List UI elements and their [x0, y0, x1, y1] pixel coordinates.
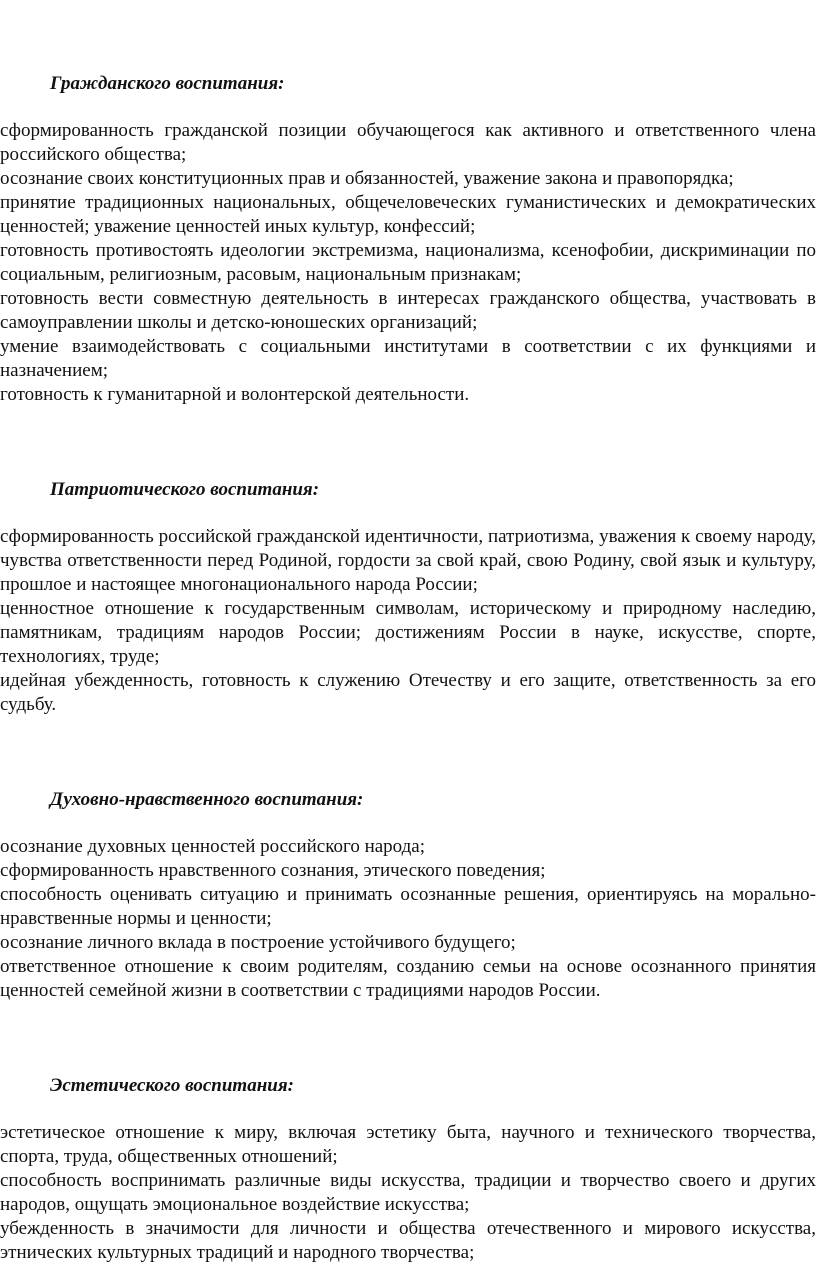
section-heading: Эстетического воспитания: [50, 1075, 294, 1096]
section-patriotic [0, 478, 816, 717]
section-aesthetic [0, 1074, 816, 1265]
list-item: готовность к гуманитарной и волонтерской деятельности. [0, 384, 470, 405]
list-item: сформированность нравственного сознания, этического поведения; [0, 860, 546, 881]
section-civic [0, 72, 816, 407]
list-item: ценностное отношение к государственным символам, историческому и природному наследию, памятникам, традициям народов России; достижениям России в науке, искусстве, спорте, технологиях, труде; [0, 598, 816, 667]
section-heading: Патриотического воспитания: [50, 479, 320, 500]
section-heading: Духовно-нравственного воспитания: [50, 789, 364, 810]
list-item: ответственное отношение к своим родителям, созданию семьи на основе осознанного принятия ценностей семейной жизни в соответствии с традициями народов России. [0, 956, 816, 1001]
list-item: осознание духовных ценностей российского народа; [0, 836, 426, 857]
list-item: способность оценивать ситуацию и принимать осознанные решения, ориентируясь на морально-нравственные нормы и ценности; [0, 884, 816, 929]
list-item: осознание личного вклада в построение устойчивого будущего; [0, 932, 516, 953]
list-item: принятие традиционных национальных, общечеловеческих гуманистических и демократических ценностей; уважение ценностей иных культур, конфессий; [0, 192, 816, 237]
list-item: способность воспринимать различные виды искусства, традиции и творчество своего и других народов, ощущать эмоциональное воздействие искусства; [0, 1170, 816, 1215]
list-item: идейная убежденность, готовность к служению Отечеству и его защите, ответственность за его судьбу. [0, 670, 816, 715]
list-item: убежденность в значимости для личности и общества отечественного и мирового искусства, этнических культурных традиций и народного творчества; [0, 1218, 816, 1263]
list-item: сформированность российской гражданской идентичности, патриотизма, уважения к своему народу, чувства ответственности перед Родиной, гордости за свой край, свою Родину, свой язык и культуру, прошлое и настоящее многонационального народа России; [0, 526, 816, 595]
section-spiritual-moral [0, 788, 816, 1003]
list-item: сформированность гражданской позиции обучающегося как активного и ответственного члена российского общества; [0, 120, 816, 165]
list-item: умение взаимодействовать с социальными институтами в соответствии с их функциями и назначением; [0, 336, 816, 381]
list-item: осознание своих конституционных прав и обязанностей, уважение закона и правопорядка; [0, 168, 734, 189]
section-heading: Гражданского воспитания: [50, 73, 285, 94]
list-item: готовность вести совместную деятельность в интересах гражданского общества, участвовать в самоуправлении школы и детско-юношеских организаций; [0, 288, 816, 333]
list-item: готовность противостоять идеологии экстремизма, национализма, ксенофобии, дискриминации по социальным, религиозным, расовым, национальным признакам; [0, 240, 816, 285]
list-item: эстетическое отношение к миру, включая эстетику быта, научного и технического творчества, спорта, труда, общественных отношений; [0, 1122, 816, 1167]
